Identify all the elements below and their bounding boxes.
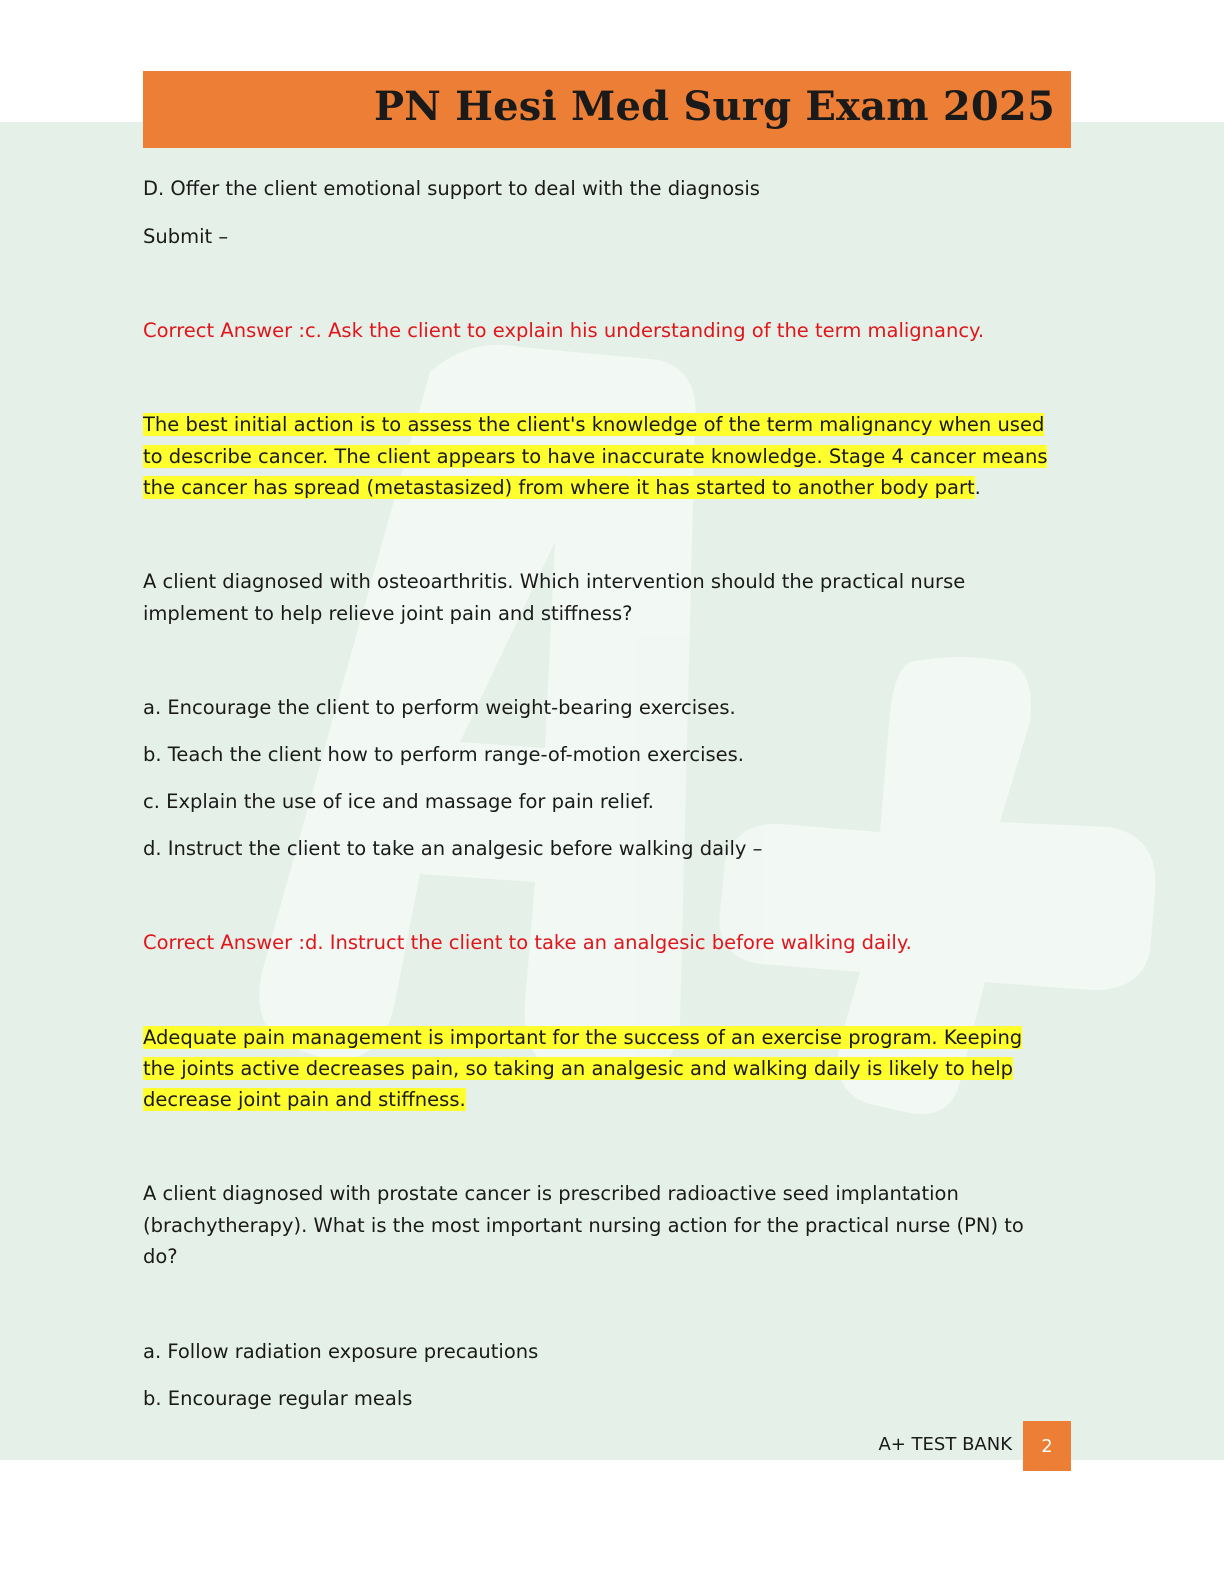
highlight: the cancer has spread (metastasized) from where it has started to another body part <box>143 476 975 499</box>
option-d-previous: D. Offer the client emotional support to deal with the diagnosis <box>143 177 760 200</box>
header-bar <box>143 71 1071 148</box>
highlight: the joints active decreases pain, so taking an analgesic and walking daily is likely to help <box>143 1057 1014 1080</box>
rationale-1-line-2 <box>143 441 1073 473</box>
page-number: 2 <box>1023 1421 1071 1471</box>
rationale-2-line-2 <box>143 1053 1073 1085</box>
rationale-1-line-3 <box>143 472 1073 504</box>
q3-option-b: b. Encourage regular meals <box>143 1387 413 1410</box>
highlight: Adequate pain management is important for the success of an exercise program. Keeping <box>143 1026 1023 1049</box>
footer-label: A+ TEST BANK <box>878 1434 1012 1455</box>
highlight: The best initial action is to assess the client's knowledge of the term malignancy when used <box>143 413 1045 436</box>
rationale-2-line-3 <box>143 1084 1073 1116</box>
highlight: to describe cancer. The client appears to have inaccurate knowledge. Stage 4 cancer means <box>143 445 1048 468</box>
q2-option-d: d. Instruct the client to take an analgesic before walking daily – <box>143 837 763 860</box>
q3-option-a: a. Follow radiation exposure precautions <box>143 1340 539 1363</box>
period: . <box>974 476 981 499</box>
correct-answer-1: Correct Answer :c. Ask the client to explain his understanding of the term malignancy. <box>143 319 985 342</box>
page-title: PN Hesi Med Surg Exam 2025 <box>373 83 1055 130</box>
question-2: A client diagnosed with osteoarthritis. Which intervention should the practical nurse implement to help relieve joint pain and stiffness? <box>143 570 966 625</box>
highlight: decrease joint pain and stiffness. <box>143 1088 466 1111</box>
rationale-1-line-1 <box>143 409 1073 441</box>
q2-option-b: b. Teach the client how to perform range-of-motion exercises. <box>143 743 744 766</box>
rationale-2-line-1 <box>143 1022 1073 1054</box>
submit-text: Submit – <box>143 225 229 248</box>
question-3: A client diagnosed with prostate cancer is prescribed radioactive seed implantation (brachytherapy). What is the most important nursing action for the practical nurse (PN) to do? <box>143 1182 1024 1268</box>
q2-option-c: c. Explain the use of ice and massage for pain relief. <box>143 790 654 813</box>
q2-option-a: a. Encourage the client to perform weight-bearing exercises. <box>143 696 736 719</box>
correct-answer-2: Correct Answer :d. Instruct the client to take an analgesic before walking daily. <box>143 931 912 954</box>
